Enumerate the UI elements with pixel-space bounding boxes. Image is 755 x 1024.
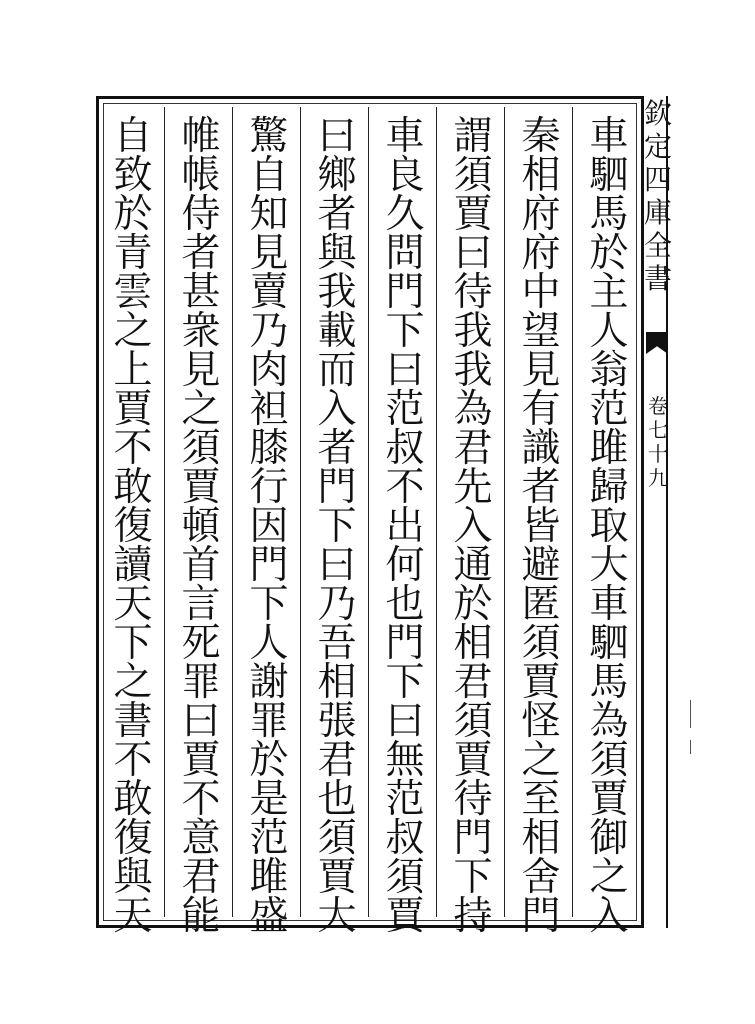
text-glyph: 范 bbox=[385, 777, 425, 822]
text-glyph: 良 bbox=[385, 153, 425, 198]
text-glyph: 門 bbox=[453, 816, 493, 861]
text-glyph: 曰 bbox=[181, 699, 221, 744]
text-glyph: 賈 bbox=[453, 738, 493, 783]
text-glyph: 不 bbox=[385, 465, 425, 510]
text-glyph: 者 bbox=[317, 426, 357, 471]
text-glyph: 人 bbox=[249, 621, 289, 666]
text-glyph: 自 bbox=[249, 153, 289, 198]
book-title-glyph: 書 bbox=[643, 262, 672, 295]
text-glyph: 門 bbox=[249, 543, 289, 588]
text-glyph: 范 bbox=[385, 387, 425, 432]
text-glyph: 府 bbox=[521, 192, 561, 237]
text-glyph: 大 bbox=[589, 543, 629, 588]
text-glyph: 敢 bbox=[113, 465, 153, 510]
text-glyph: 天 bbox=[113, 894, 153, 939]
text-glyph: 意 bbox=[181, 816, 221, 861]
text-glyph: 下 bbox=[385, 309, 425, 354]
text-glyph: 因 bbox=[249, 504, 289, 549]
text-glyph: 范 bbox=[249, 816, 289, 861]
column-rule bbox=[300, 107, 301, 917]
text-glyph: 人 bbox=[589, 309, 629, 354]
column-rule bbox=[504, 107, 505, 917]
text-glyph: 賈 bbox=[521, 660, 561, 705]
text-glyph: 青 bbox=[113, 231, 153, 276]
text-glyph: 下 bbox=[385, 660, 425, 705]
text-glyph: 車 bbox=[589, 582, 629, 627]
text-column bbox=[307, 114, 367, 939]
text-glyph: 望 bbox=[521, 309, 561, 354]
text-glyph: 有 bbox=[521, 387, 561, 432]
text-glyph: 相 bbox=[521, 153, 561, 198]
text-glyph: 不 bbox=[113, 738, 153, 783]
text-glyph: 致 bbox=[113, 153, 153, 198]
juan-label-glyph: 十 bbox=[648, 442, 668, 466]
juan-label-glyph: 九 bbox=[648, 466, 668, 490]
text-glyph: 我 bbox=[453, 348, 493, 393]
column-rule bbox=[368, 107, 369, 917]
book-title-glyph: 欽 bbox=[643, 97, 672, 130]
juan-label-glyph: 卷 bbox=[648, 394, 668, 418]
text-glyph: 見 bbox=[181, 348, 221, 393]
text-glyph: 車 bbox=[385, 114, 425, 159]
text-glyph: 久 bbox=[385, 192, 425, 237]
book-title-glyph: 庫 bbox=[643, 196, 672, 229]
text-glyph: 下 bbox=[317, 504, 357, 549]
text-glyph: 曰 bbox=[317, 114, 357, 159]
text-glyph: 歸 bbox=[589, 465, 629, 510]
book-title-glyph: 四 bbox=[643, 163, 672, 196]
text-glyph: 下 bbox=[113, 621, 153, 666]
text-glyph: 雎 bbox=[249, 855, 289, 900]
text-glyph: 須 bbox=[453, 153, 493, 198]
text-glyph: 曰 bbox=[385, 699, 425, 744]
text-glyph: 盛 bbox=[249, 894, 289, 939]
text-glyph: 讀 bbox=[113, 543, 153, 588]
text-glyph: 雲 bbox=[113, 270, 153, 315]
text-glyph: 者 bbox=[521, 465, 561, 510]
text-glyph: 下 bbox=[453, 855, 493, 900]
text-glyph: 行 bbox=[249, 465, 289, 510]
text-glyph: 何 bbox=[385, 543, 425, 588]
text-glyph: 君 bbox=[181, 855, 221, 900]
text-column bbox=[171, 114, 231, 939]
text-glyph: 持 bbox=[453, 894, 493, 939]
text-glyph: 賈 bbox=[181, 465, 221, 510]
text-glyph: 之 bbox=[589, 855, 629, 900]
text-glyph: 敢 bbox=[113, 777, 153, 822]
edge-mark bbox=[690, 740, 691, 754]
text-glyph: 須 bbox=[181, 426, 221, 471]
text-glyph: 死 bbox=[181, 621, 221, 666]
text-glyph: 避 bbox=[521, 543, 561, 588]
text-glyph: 我 bbox=[453, 309, 493, 354]
text-glyph: 無 bbox=[385, 738, 425, 783]
text-glyph: 皆 bbox=[521, 504, 561, 549]
text-glyph: 書 bbox=[113, 699, 153, 744]
text-glyph: 載 bbox=[317, 309, 357, 354]
text-glyph: 侍 bbox=[181, 192, 221, 237]
text-glyph: 待 bbox=[453, 270, 493, 315]
text-glyph: 怪 bbox=[521, 699, 561, 744]
text-glyph: 言 bbox=[181, 582, 221, 627]
text-glyph: 叔 bbox=[385, 426, 425, 471]
text-glyph: 我 bbox=[317, 270, 357, 315]
text-glyph: 曰 bbox=[317, 543, 357, 588]
text-glyph: 是 bbox=[249, 777, 289, 822]
text-column bbox=[443, 114, 503, 939]
text-glyph: 賈 bbox=[317, 855, 357, 900]
text-glyph: 衆 bbox=[181, 309, 221, 354]
text-glyph: 與 bbox=[113, 855, 153, 900]
text-glyph: 馬 bbox=[589, 660, 629, 705]
text-glyph: 也 bbox=[385, 582, 425, 627]
text-glyph: 也 bbox=[317, 777, 357, 822]
text-glyph: 乃 bbox=[249, 309, 289, 354]
text-glyph: 翁 bbox=[589, 348, 629, 393]
text-column bbox=[375, 114, 435, 939]
text-glyph: 為 bbox=[589, 699, 629, 744]
text-glyph: 吾 bbox=[317, 621, 357, 666]
juan-label-glyph: 七 bbox=[648, 418, 668, 442]
text-glyph: 謝 bbox=[249, 660, 289, 705]
text-glyph: 御 bbox=[589, 816, 629, 861]
text-glyph: 驚 bbox=[249, 114, 289, 159]
text-glyph: 入 bbox=[453, 504, 493, 549]
book-title-glyph: 全 bbox=[643, 229, 672, 262]
text-glyph: 罪 bbox=[181, 660, 221, 705]
text-glyph: 門 bbox=[317, 465, 357, 510]
text-glyph: 而 bbox=[317, 348, 357, 393]
text-glyph: 馬 bbox=[589, 192, 629, 237]
text-glyph: 為 bbox=[453, 387, 493, 432]
text-glyph: 賣 bbox=[249, 270, 289, 315]
text-glyph: 君 bbox=[317, 738, 357, 783]
text-column bbox=[511, 114, 571, 939]
text-glyph: 謂 bbox=[453, 114, 493, 159]
text-column bbox=[579, 114, 639, 939]
text-glyph: 罪 bbox=[249, 699, 289, 744]
text-glyph: 賈 bbox=[181, 738, 221, 783]
text-glyph: 叔 bbox=[385, 816, 425, 861]
text-glyph: 於 bbox=[589, 231, 629, 276]
text-glyph: 出 bbox=[385, 504, 425, 549]
text-glyph: 入 bbox=[317, 387, 357, 432]
text-glyph: 不 bbox=[181, 777, 221, 822]
text-glyph: 上 bbox=[113, 348, 153, 393]
juan-label bbox=[640, 396, 676, 492]
text-glyph: 之 bbox=[113, 309, 153, 354]
text-glyph: 賈 bbox=[453, 192, 493, 237]
text-glyph: 見 bbox=[249, 231, 289, 276]
text-glyph: 相 bbox=[521, 816, 561, 861]
text-glyph: 甚 bbox=[181, 270, 221, 315]
text-glyph: 乃 bbox=[317, 582, 357, 627]
book-title-glyph: 定 bbox=[643, 130, 672, 163]
text-glyph: 須 bbox=[589, 738, 629, 783]
column-rule bbox=[572, 107, 573, 917]
text-glyph: 須 bbox=[385, 855, 425, 900]
text-glyph: 大 bbox=[317, 894, 357, 939]
text-glyph: 者 bbox=[181, 231, 221, 276]
text-glyph: 須 bbox=[521, 621, 561, 666]
book-title bbox=[640, 97, 676, 298]
column-rule bbox=[164, 107, 165, 917]
text-glyph: 自 bbox=[113, 114, 153, 159]
column-rule bbox=[436, 107, 437, 917]
text-glyph: 車 bbox=[589, 114, 629, 159]
text-glyph: 下 bbox=[249, 582, 289, 627]
text-glyph: 頓 bbox=[181, 504, 221, 549]
text-glyph: 主 bbox=[589, 270, 629, 315]
text-column bbox=[239, 114, 299, 939]
text-glyph: 門 bbox=[385, 270, 425, 315]
text-glyph: 至 bbox=[521, 777, 561, 822]
text-glyph: 與 bbox=[317, 231, 357, 276]
text-glyph: 見 bbox=[521, 348, 561, 393]
text-glyph: 門 bbox=[385, 621, 425, 666]
text-glyph: 待 bbox=[453, 777, 493, 822]
text-glyph: 復 bbox=[113, 816, 153, 861]
text-glyph: 駟 bbox=[589, 621, 629, 666]
column-rule bbox=[232, 107, 233, 917]
text-glyph: 府 bbox=[521, 231, 561, 276]
text-glyph: 於 bbox=[113, 192, 153, 237]
text-glyph: 君 bbox=[453, 426, 493, 471]
text-glyph: 范 bbox=[589, 387, 629, 432]
text-glyph: 於 bbox=[453, 582, 493, 627]
page-frame bbox=[96, 96, 644, 939]
text-glyph: 通 bbox=[453, 543, 493, 588]
text-glyph: 相 bbox=[317, 660, 357, 705]
text-glyph: 中 bbox=[521, 270, 561, 315]
text-glyph: 復 bbox=[113, 504, 153, 549]
text-glyph: 能 bbox=[181, 894, 221, 939]
text-glyph: 識 bbox=[521, 426, 561, 471]
text-glyph: 須 bbox=[453, 699, 493, 744]
text-glyph: 賈 bbox=[589, 777, 629, 822]
text-glyph: 不 bbox=[113, 426, 153, 471]
text-glyph: 之 bbox=[521, 738, 561, 783]
text-glyph: 膝 bbox=[249, 426, 289, 471]
text-glyph: 之 bbox=[181, 387, 221, 432]
text-glyph: 於 bbox=[249, 738, 289, 783]
text-glyph: 袒 bbox=[249, 387, 289, 432]
text-glyph: 君 bbox=[453, 660, 493, 705]
text-glyph: 曰 bbox=[385, 348, 425, 393]
edge-mark bbox=[690, 700, 691, 728]
text-glyph: 帳 bbox=[181, 153, 221, 198]
text-glyph: 之 bbox=[113, 660, 153, 705]
text-glyph: 鄉 bbox=[317, 153, 357, 198]
text-glyph: 舍 bbox=[521, 855, 561, 900]
text-glyph: 帷 bbox=[181, 114, 221, 159]
text-glyph: 者 bbox=[317, 192, 357, 237]
text-glyph: 秦 bbox=[521, 114, 561, 159]
text-glyph: 肉 bbox=[249, 348, 289, 393]
text-glyph: 先 bbox=[453, 465, 493, 510]
text-glyph: 問 bbox=[385, 231, 425, 276]
text-column bbox=[103, 114, 163, 939]
text-glyph: 入 bbox=[589, 894, 629, 939]
text-glyph: 須 bbox=[317, 816, 357, 861]
text-glyph: 張 bbox=[317, 699, 357, 744]
text-glyph: 匿 bbox=[521, 582, 561, 627]
text-glyph: 曰 bbox=[453, 231, 493, 276]
text-glyph: 天 bbox=[113, 582, 153, 627]
text-glyph: 駟 bbox=[589, 153, 629, 198]
text-glyph: 賈 bbox=[113, 387, 153, 432]
text-glyph: 賈 bbox=[385, 894, 425, 939]
text-glyph: 雎 bbox=[589, 426, 629, 471]
text-glyph: 取 bbox=[589, 504, 629, 549]
text-glyph: 相 bbox=[453, 621, 493, 666]
text-glyph: 知 bbox=[249, 192, 289, 237]
text-glyph: 首 bbox=[181, 543, 221, 588]
text-glyph: 門 bbox=[521, 894, 561, 939]
